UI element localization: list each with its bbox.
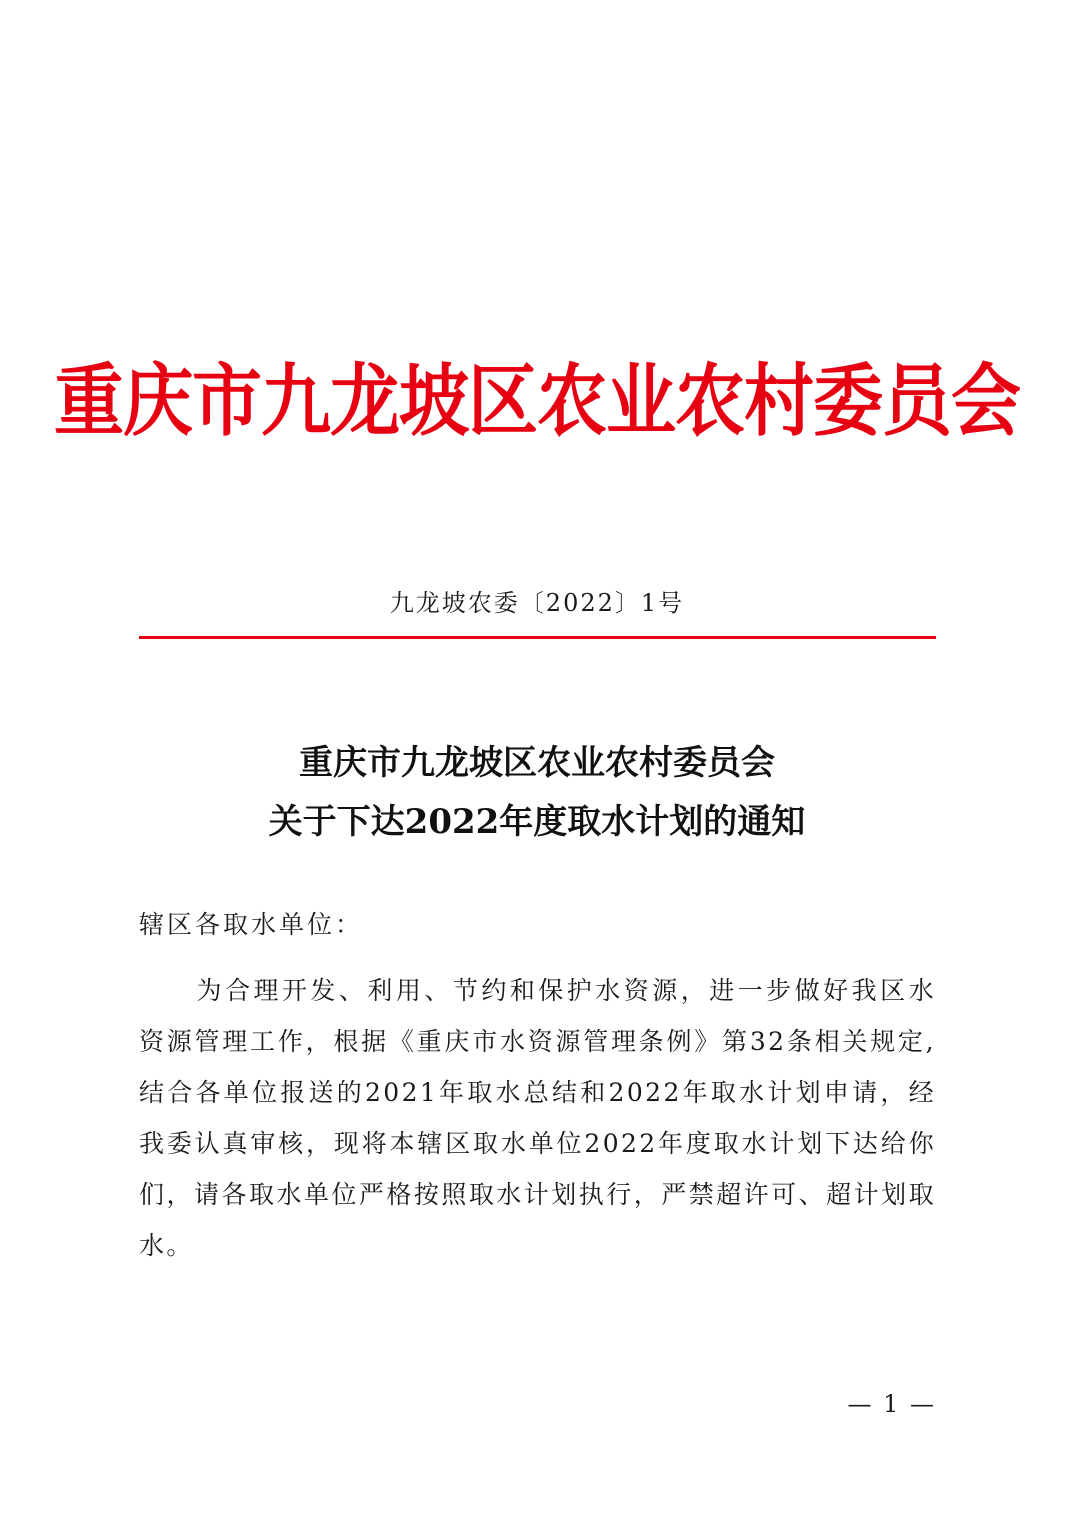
document-title-line-1: 重庆市九龙坡区农业农村委员会 [299, 743, 775, 783]
page-number: — 1 — [847, 1390, 936, 1418]
masthead-title: 重庆市九龙坡区农业农村委员会 [54, 355, 1020, 447]
document-number: 九龙坡农委〔2022〕1号 [389, 589, 685, 617]
document-title-line-2: 关于下达2022年度取水计划的通知 [268, 802, 806, 842]
salutation: 辖区各取水单位： [139, 910, 364, 939]
body-paragraph: 为合理开发、利用、节约和保护水资源，进一步做好我区水资源管理工作，根据《重庆市水资源管理条例》第32条相关规定,结合各单位报送的2021年取水总结和2022年取水计划申请，经我委认真审核，现将本辖区取水单位2022年度取水计划下达给你们，请各取水单位严格按照取水计划执行，严禁超许可、超计划取水。 [139, 976, 936, 1260]
masthead-red-rule [139, 636, 936, 639]
